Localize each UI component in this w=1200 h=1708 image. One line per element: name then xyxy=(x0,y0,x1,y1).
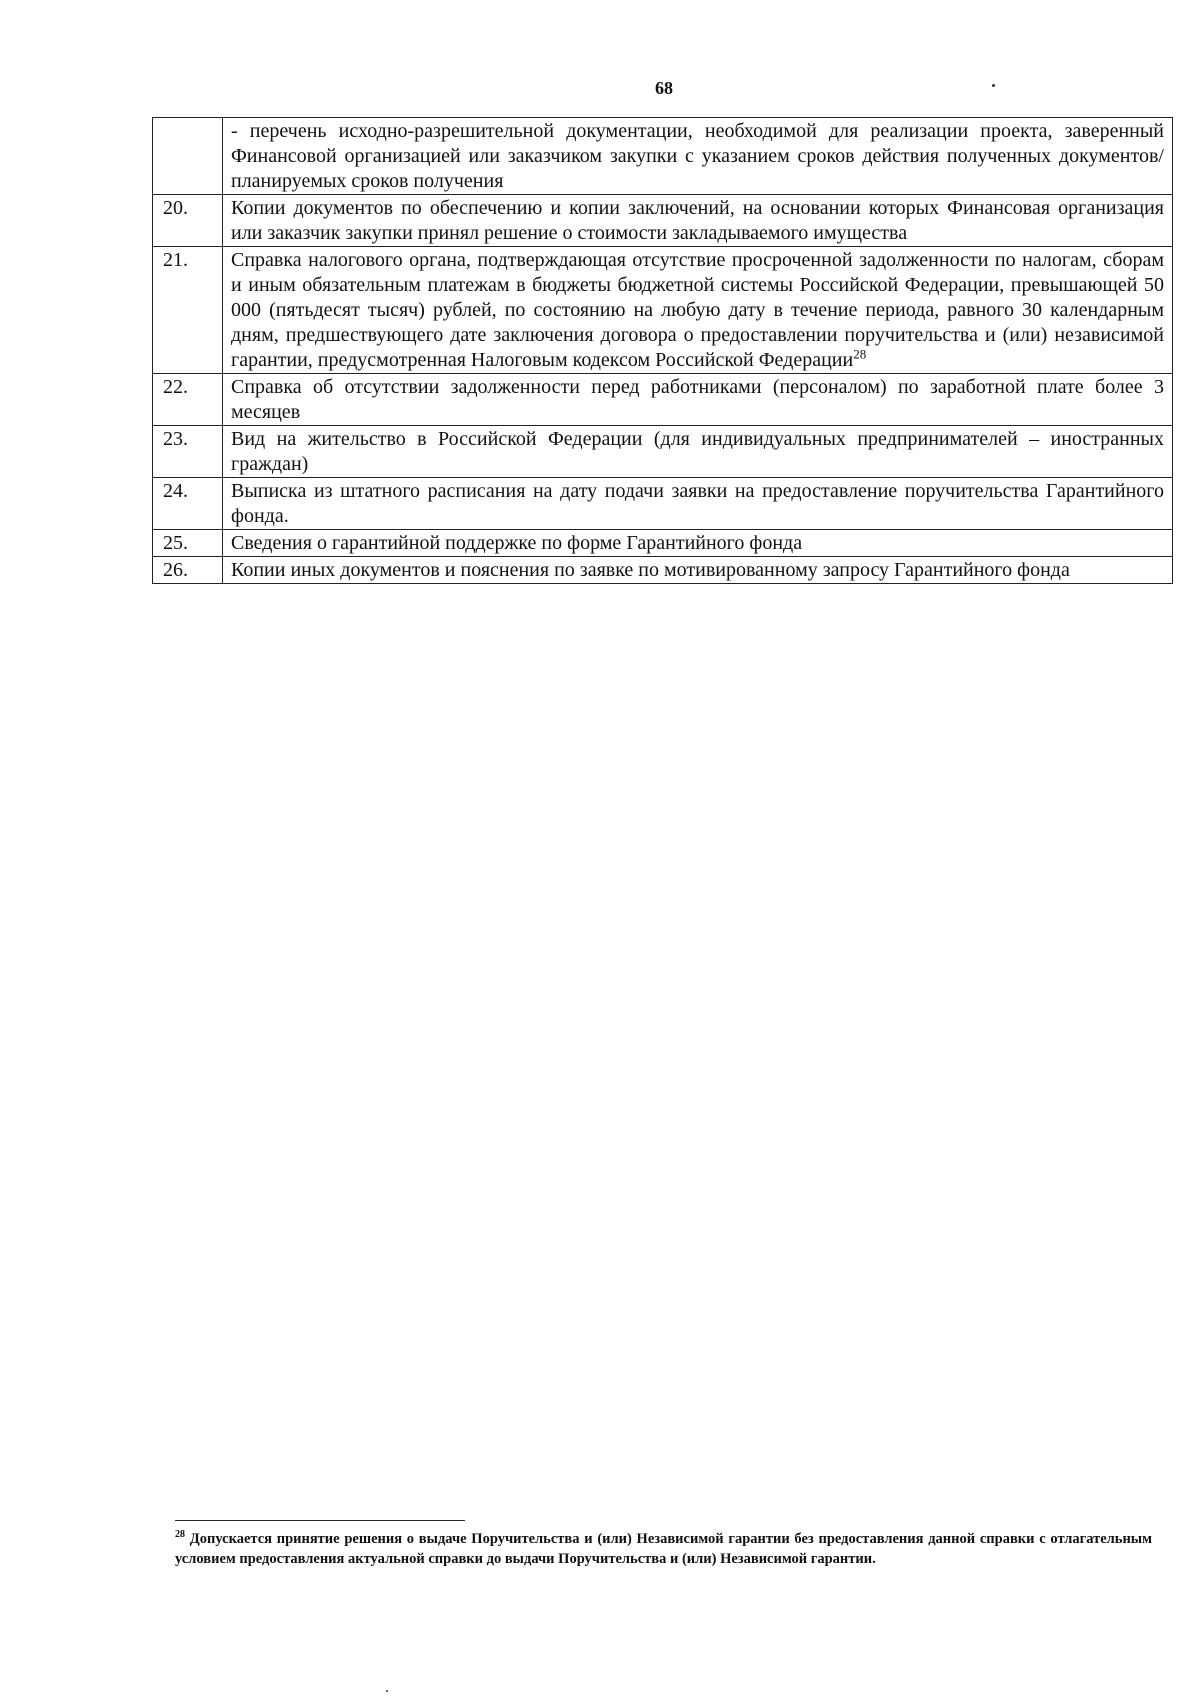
table-row xyxy=(153,374,1173,426)
table-row xyxy=(153,247,1173,374)
row-text: - перечень исходно-разрешительной документации, необходимой для реализации проекта, заверенный Финансовой организацией или заказчиком закупки с указанием сроков действия полученных документов/планируемых сроков получения xyxy=(223,118,1173,195)
table-row xyxy=(153,118,1173,195)
table-row xyxy=(153,557,1173,584)
scan-speck xyxy=(386,1690,388,1692)
row-number: 22. xyxy=(153,374,223,426)
row-number xyxy=(153,118,223,195)
table-row xyxy=(153,195,1173,247)
row-text-with-footnote xyxy=(223,247,1173,374)
table-row xyxy=(153,426,1173,478)
row-text: Сведения о гарантийной поддержке по форме Гарантийного фонда xyxy=(223,530,1173,557)
row-text: Копии иных документов и пояснения по заявке по мотивированному запросу Гарантийного фонда xyxy=(223,557,1173,584)
table-row xyxy=(153,478,1173,530)
row-number: 23. xyxy=(153,426,223,478)
footnote-reference: 28 xyxy=(853,346,867,362)
row-number: 24. xyxy=(153,478,223,530)
documents-table xyxy=(152,117,1173,584)
footnote-divider xyxy=(175,1520,465,1521)
footnote xyxy=(175,1529,1152,1569)
row-number: 26. xyxy=(153,557,223,584)
table-row xyxy=(153,530,1173,557)
page-number: 68 xyxy=(655,78,673,98)
footnote-marker: 28 xyxy=(175,1529,185,1541)
row-text: Копии документов по обеспечению и копии заключений, на основании которых Финансовая организация или заказчик закупки принял решение о стоимости закладываемого имущества xyxy=(223,195,1173,247)
row-number: 21. xyxy=(153,247,223,374)
scan-speck xyxy=(992,84,995,87)
row-text: Справка об отсутствии задолженности перед работниками (персоналом) по заработной плате более 3 месяцев xyxy=(223,374,1173,426)
row-text: Выписка из штатного расписания на дату подачи заявки на предоставление поручительства Гарантийного фонда. xyxy=(223,478,1173,530)
row-number: 25. xyxy=(153,530,223,557)
row-number: 20. xyxy=(153,195,223,247)
row-text: Справка налогового органа, подтверждающая отсутствие просроченной задолженности по налогам, сборам и иным обязательным платежам в бюджеты бюджетной системы Российской Федерации, превышающей 50 000 (пятьдесят тысяч) рублей, по состоянию на любую дату в течение периода, равного 30 календарным дням, предшествующего дате заключения договора о предоставлении поручительства и (или) независимой гарантии, предусмотренная Налоговым кодексом Российской Федерации xyxy=(231,249,1164,371)
footnote-text: Допускается принятие решения о выдаче Поручительства и (или) Независимой гарантии без предоставления данной справки с отлагательным условием предоставления актуальной справки до выдачи Поручительства и (или) Независимой гарантии. xyxy=(175,1531,1153,1567)
row-text: Вид на жительство в Российской Федерации (для индивидуальных предпринимателей – иностранных граждан) xyxy=(223,426,1173,478)
